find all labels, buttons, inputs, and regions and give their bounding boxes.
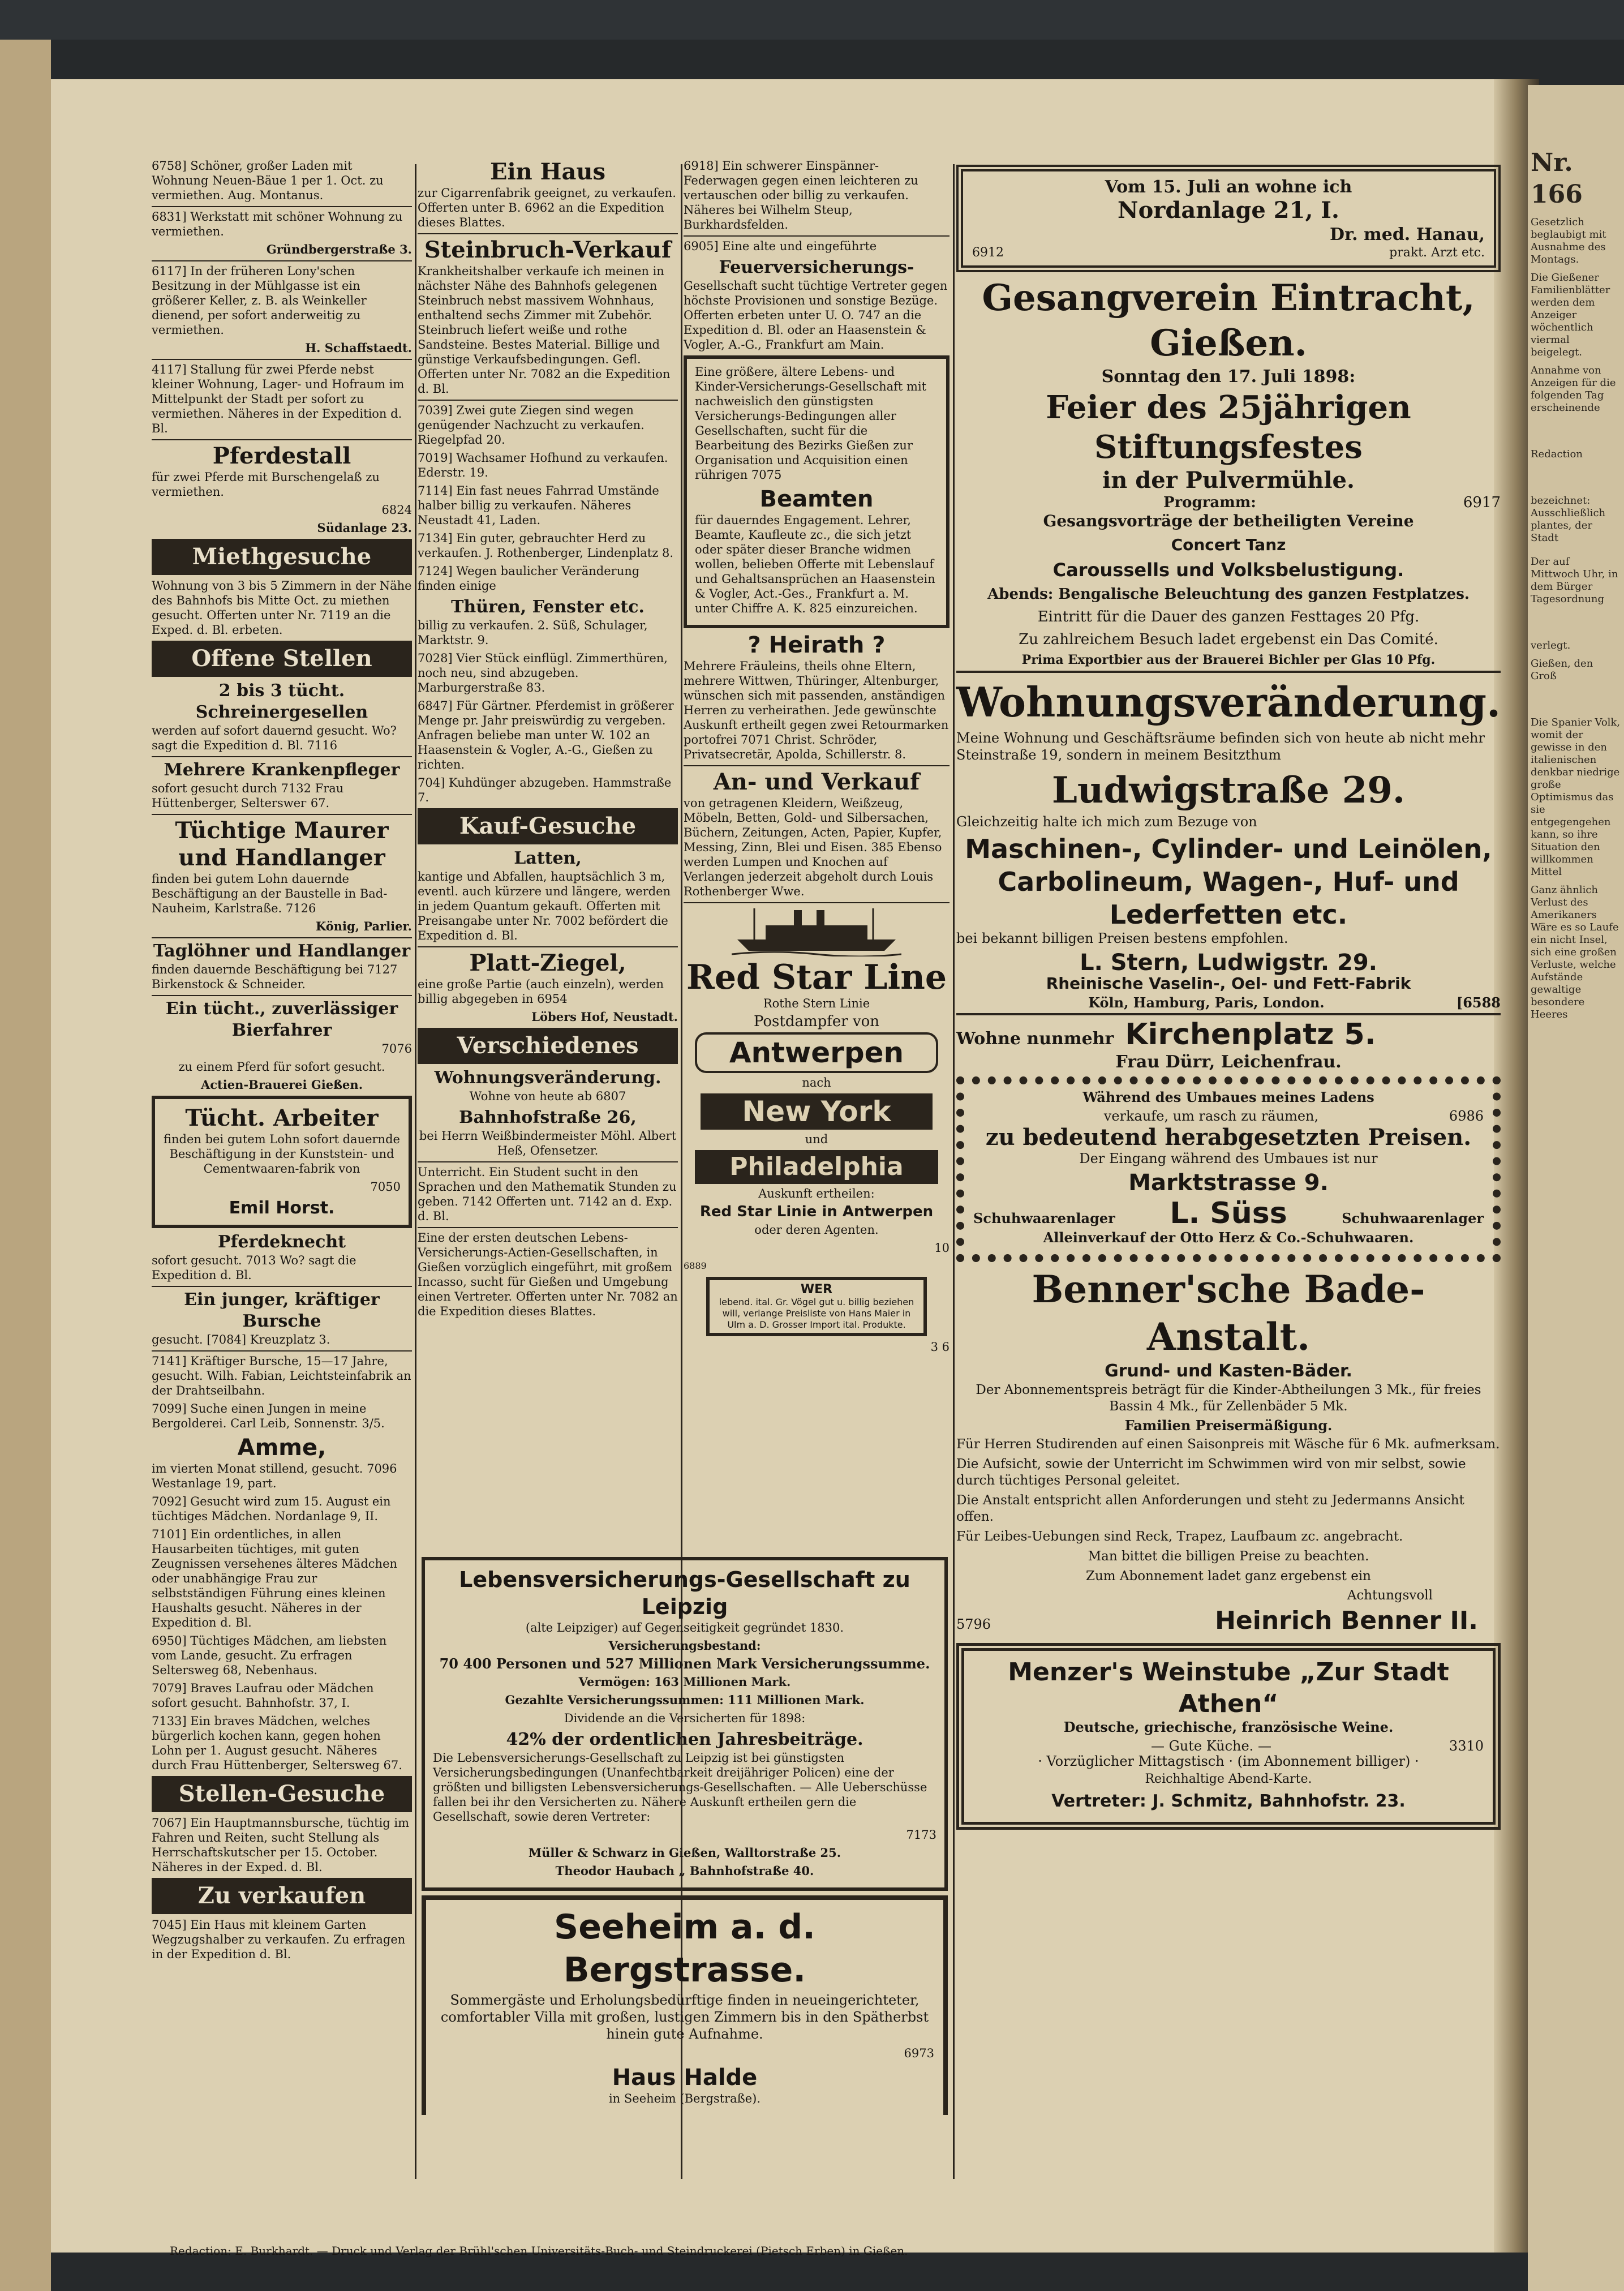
ad-zimmerthueren: 7028] Vier Stück einflügl. Zimmerthüren, noch neu, sind abzugeben. Marburgerstraße 83. — [418, 651, 668, 694]
ad-seeheim-text: Sommergäste und Erholungsbedürftige finden in neueingerichteter, comfortabler Villa mit großen, lustigen Zimmern bis in den Spätherbst hinein gute Aufnahme. — [440, 1992, 929, 2042]
ad-wohnungsveraenderung-title: Wohnungsveränderung. — [434, 1068, 661, 1088]
ad-voegel-title: WER — [800, 1282, 833, 1297]
ad-amme-title: Amme, — [237, 1435, 326, 1461]
ad-beamten-text: für dauerndes Engagement. Lehrer, Beamte, Kaufleute zc., die sich jetzt oder später dieser Branche widmen wollen, belieben Offerte mit Lebenslauf und Gehaltsansprüchen an Haasenstein & Vogler, Act.-Ges., Frankfurt a. M. unter Chiffre A. K. 825 einzureichen. — [695, 513, 935, 615]
ad-wohnung-gesucht: Wohnung von 3 bis 5 Zimmern in der Nähe des Bahnhofs bis Mitte Oct. zu miethen gesucht. Offerten unter Nr. 7119 an die Exped. d. Bl. erbeten. — [152, 579, 412, 637]
ad-benner-d: Die Aufsicht, sowie der Unterricht im Schwimmen wird von mir selbst, sowie durch tüchtiges Personal geleitet. — [956, 1457, 1466, 1488]
ad-keller: 6117] In der früheren Lony'schen Besitzung in der Mühlgasse ist ein größerer Keller, z. B. als Weinkeller dienend, per sofort anderweitig zu vermiethen. — [152, 264, 367, 337]
red-star-philadelphia: Philadelphia — [695, 1150, 938, 1184]
ad-stern-name: L. Stern, Ludwigstr. 29. — [1080, 950, 1377, 976]
next-page-issue-number: Nr. 166 — [1531, 148, 1583, 209]
ad-maedchen-haushalt: 7101] Ein ordentliches, in allen Hausarbeiten tüchtiges, mit guten Zeugnissen versehenes älteres Mädchen oder unabhängige Frau zur selbstständigen Führung eines kleinen Haushalts gesucht. Näheres in der Expedition d. Bl. — [152, 1528, 398, 1629]
ad-eintracht-programm: Programm: — [1163, 494, 1256, 511]
red-star-nach: nach — [802, 1076, 831, 1089]
ad-unterricht: Unterricht. Ein Student sucht in den Sprachen und den Mathematik Stunden zu geben. 7142 Offerten unt. 7142 an d. Exp. d. Bl. — [418, 1165, 677, 1223]
ad-leipzig-f: 42% der ordentlichen Jahresbeiträge. — [506, 1730, 863, 1749]
ad-arbeiter-box — [152, 1096, 412, 1228]
ad-voegel-num: 3 6 — [930, 1340, 950, 1354]
ad-benner-f: Für Leibes-Uebungen sind Reck, Trapez, Laufbaum zc. angebracht. — [956, 1529, 1403, 1544]
ad-suess-right: Schuhwaarenlager — [1342, 1210, 1484, 1226]
column-4 — [956, 161, 1501, 1833]
ad-seeheim-place: in Seeheim (Bergstraße). — [608, 2092, 761, 2105]
ad-feuer-title: Feuerversicherungs- — [719, 258, 914, 277]
ad-leipzig-g: Die Lebensversicherungs-Gesellschaft zu Leipzig ist bei günstigsten Versicherungsbedingungen (Unanfechtbarkeit dreijähriger Policen) eine der größten und billigsten Lebensversicherungs-Gesellschaften. — Alle Ueberschüsse fallen bei ihr den Versicherten zu. Nähere Auskunft ertheilen gern die Gesellschaft, sowie deren Vertreter: — [433, 1751, 927, 1824]
ad-pferdestall-num: 6824 — [381, 503, 412, 517]
ad-amme-text: im vierten Monat stillend, gesucht. 7096 Westanlage 19, part. — [152, 1462, 397, 1490]
ad-benner-g: Man bittet die billigen Preise zu beachten. — [1088, 1549, 1369, 1564]
ad-stallung: 4117] Stallung für zwei Pferde nebst kleiner Wohnung, Lager- und Hofraum im Mittelpunkt der Stadt per sofort zu vermiethen. Näheres in der Expedition d. Bl. — [152, 363, 405, 435]
ad-maurer-text: finden bei gutem Lohn dauernde Beschäftigung an der Baustelle in Bad-Nauheim, Karlstraße. 7126 — [152, 872, 388, 915]
ad-hanau-intro: Vom 15. Juli an wohne ich — [1105, 177, 1352, 197]
ad-bierfahrer-title: Ein tücht., zuverlässiger Bierfahrer — [165, 999, 398, 1040]
ad-maedchen-lande: 6950] Tüchtiges Mädchen, am liebsten vom Lande, gesucht. Zu erfragen Seltersweg 68, Nebenhaus. — [152, 1634, 387, 1677]
ad-pferdestall-address: Südanlage 23. — [317, 521, 412, 535]
ad-benner-h: Zum Abonnement ladet ganz ergebenst ein — [1086, 1569, 1371, 1584]
ad-steinbruch-text: Krankheitshalber verkaufe ich meinen in nächster Nähe des Bahnhofs gelegenen Steinbruch nebst massivem Wohnhaus, enthaltend sechs Zimmer mit Zubehör. Steinbruch liefert weiße und rothe Sandsteine. Bestes Material. Billige und günstige Verkaufsbedingungen. Gefl. Offerten unter Nr. 7082 an die Expedition d. Bl. — [418, 264, 671, 396]
fragment: Annahme von Anzeigen für die folgenden Tag erscheinende — [1531, 364, 1616, 414]
ad-suess-b: verkaufe, um rasch zu räumen, — [1103, 1108, 1319, 1124]
ad-suess-left: Schuhwaarenlager — [973, 1210, 1115, 1226]
ad-eintracht-b: Concert Tanz — [1171, 535, 1286, 554]
ad-menzer-box — [956, 1643, 1501, 1830]
ad-thueren-title: Thüren, Fenster etc. — [451, 597, 645, 617]
ad-stern-address: Ludwigstraße 29. — [1051, 769, 1406, 812]
red-star-num: 10 — [934, 1241, 950, 1255]
ad-arbeiter-name: Emil Horst. — [229, 1198, 335, 1218]
ad-junge: 7099] Suche einen Jungen in meine Bergolderei. Carl Leib, Sonnenstr. 3/5. — [152, 1402, 385, 1430]
ad-eintracht-g: Prima Exportbier aus der Brauerei Bichler per Glas 10 Pfg. — [1021, 653, 1436, 667]
mid-bottom-ads — [422, 1554, 948, 2115]
fragment: Der auf Mittwoch Uhr, in dem Bürger Tagesordnung — [1531, 556, 1618, 605]
ad-eintracht-feier: Feier des 25jährigen Stiftungsfestes — [1046, 389, 1411, 466]
ad-bierfahrer-num: 7076 — [381, 1042, 412, 1056]
ad-beamten-title: Beamten — [759, 486, 874, 512]
ad-fahrrad: 7114] Ein fast neues Fahrrad Umstände halber billig zu verkaufen. Näheres Neustadt 41, Laden. — [418, 484, 659, 527]
ad-plattziegel-address: Löbers Hof, Neustadt. — [531, 1010, 678, 1024]
ad-werkstatt-address: Gründbergerstraße 3. — [266, 242, 412, 256]
ad-voegel-text: lebend. ital. Gr. Vögel gut u. billig beziehen will, verlange Preisliste von Hans Maier in Ulm a. D. Grosser Import ital. Produkte. — [719, 1297, 914, 1330]
fragment: Gießen, den Groß — [1531, 658, 1593, 682]
ad-werkstatt: 6831] Werkstatt mit schöner Wohnung zu vermiethen. — [152, 210, 403, 238]
section-verschiedenes: Verschiedenes — [418, 1028, 678, 1064]
ad-ankauf-text: von getragenen Kleidern, Weißzeug, Möbeln, Betten, Gold- und Silbersachen, Büchern, Zeitungen, Acten, Papier, Kupfer, Messing, Zinn, Blei und Eisen. 385 Ebenso werden Lumpen und Knochen auf Verlangen jederzeit abgeholt durch Louis Rothenberger Wwe. — [684, 796, 942, 898]
ad-eintracht-d: Abends: Bengalische Beleuchtung des ganzen Festplatzes. — [987, 586, 1470, 603]
ad-stern-cities: Köln, Hamburg, Paris, London. — [1088, 994, 1325, 1011]
fragment: bezeichnet: Ausschließlich plantes, der Stadt — [1531, 495, 1606, 544]
ad-menzer-a: Deutsche, griechische, französische Weine. — [1063, 1719, 1394, 1735]
ad-steinbruch-title: Steinbruch-Verkauf — [424, 237, 672, 263]
ad-maedchen-kochen: 7133] Ein braves Mädchen, welches bürgerlich kochen kann, gegen hohen Lohn per 1. August gesucht. Näheres durch Frau Hüttenberger, Seltersweg 67. — [152, 1714, 402, 1772]
column-rule — [415, 164, 416, 2179]
ad-leipzig-a: Versicherungsbestand: — [608, 1638, 761, 1653]
ad-bierfahrer-name: Actien-Brauerei Gießen. — [200, 1078, 363, 1092]
ad-leipzig-box — [422, 1557, 948, 1891]
ad-eintracht-f: Zu zahlreichem Besuch ladet ergebenst ein Das Comité. — [1019, 631, 1438, 648]
ad-menzer-b: — Gute Küche. — — [1150, 1738, 1271, 1754]
ad-duerr-name: Frau Dürr, Leichenfrau. — [1115, 1052, 1342, 1072]
ad-benner-sub: Grund- und Kasten-Bäder. — [1105, 1361, 1352, 1381]
ad-stern-num: [6588 — [1456, 994, 1501, 1011]
ad-leipzig-i: Theodor Haubach „ Bahnhofstraße 40. — [555, 1864, 814, 1878]
section-miethgesuche: Miethgesuche — [152, 539, 412, 575]
ad-thueren-text: billig zu verkaufen. 2. Süß, Schulager, Marktstr. 9. — [418, 619, 648, 647]
ad-krankenpfleger-title: Mehrere Krankenpfleger — [164, 760, 400, 780]
ad-suess-name: L. Süss — [1170, 1196, 1287, 1230]
ad-leipzig-c: Vermögen: 163 Millionen Mark. — [578, 1675, 791, 1689]
ad-leipzig-title: Lebensversicherungs-Gesellschaft zu Leipzig — [459, 1567, 910, 1619]
section-offene-stellen: Offene Stellen — [152, 641, 412, 677]
ad-stern-firm: Rheinische Vaselin-, Oel- und Fett-Fabrik — [1046, 974, 1411, 993]
ad-eintracht-c: Caroussells und Volksbelustigung. — [1052, 559, 1404, 581]
red-star-newyork: New York — [701, 1093, 933, 1130]
red-star-agent: Red Star Linie in Antwerpen — [699, 1203, 934, 1220]
ad-arbeiter-num: 7050 — [370, 1180, 401, 1194]
ad-bursche-fabian: 7141] Kräftiger Bursche, 15—17 Jahre, gesucht. Wilh. Fabian, Leichtsteinfabrik an der Drahtseilbahn. — [152, 1354, 411, 1397]
ad-leipzig-num: 7173 — [906, 1828, 936, 1842]
ad-pferdemist: 6847] Für Gärtner. Pferdemist in größerer Menge pr. Jahr preiswürdig zu vergeben. Anfragen beliebe man unter W. 102 an Haasenstein & Vogler, A.-G., Gießen zu richten. — [418, 699, 674, 771]
ad-laden: 6758] Schöner, großer Laden mit Wohnung Neuen-Bäue 1 per 1. Oct. zu vermiethen. Aug. Montanus. — [152, 159, 384, 202]
ad-suess-c: zu bedeutend herabgesetzten Preisen. — [985, 1124, 1472, 1151]
ad-stern-bezug: Gleichzeitig halte ich mich zum Bezuge von — [956, 814, 1257, 830]
ad-leipzig-d: Gezahlte Versicherungssummen: 111 Millionen Mark. — [505, 1693, 865, 1707]
ad-benner-num: 5796 — [956, 1616, 991, 1632]
ad-menzer-e: Vertreter: J. Schmitz, Bahnhofstr. 23. — [1051, 1791, 1406, 1811]
ad-pferdestall-text: für zwei Pferde mit Burschengelaß zu vermiethen. — [152, 470, 380, 499]
ad-schreiner-title: 2 bis 3 tücht. Schreinergesellen — [195, 681, 368, 722]
ad-benner-c: Für Herren Studirenden auf einen Saisonpreis mit Wäsche für 6 Mk. aufmerksam. — [956, 1437, 1500, 1452]
ad-stern-prod2: Carbolineum, Wagen-, Huf- und — [998, 866, 1459, 897]
column-3 — [684, 158, 950, 1358]
ad-feuer-intro: 6905] Eine alte und eingeführte — [684, 239, 877, 253]
ad-plattziegel-text: eine große Partie (auch einzeln), werden billig abgegeben in 6954 — [418, 977, 664, 1006]
ad-haus-text: zur Cigarrenfabrik geeignet, zu verkaufen. Offerten unter B. 6962 an die Expedition dieses Blattes. — [418, 186, 676, 229]
ad-latten-text: kantige und Abfallen, hauptsächlich 3 m, eventl. auch kürzere und längere, werden in jedem Quantum gekauft. Offerten mit Preisangabe unter Nr. 7002 befördert die Expedition d. Bl. — [418, 870, 671, 942]
ad-federwagen: 6918] Ein schwerer Einspänner-Federwagen gegen einen leichteren zu vertauschen oder billig zu verkaufen. Näheres bei Wilhelm Steup, Burkhardsfelden. — [684, 159, 918, 231]
ad-ziegen: 7039] Zwei gute Ziegen sind wegen genügender Nachzucht zu verkaufen. Riegelpfad 20. — [418, 404, 645, 447]
ad-krankenpfleger-text: sofort gesucht durch 7132 Frau Hüttenberger, Selterswег 67. — [152, 782, 344, 810]
ad-latten-title: Latten, — [514, 848, 582, 868]
ad-heirath-title: ? Heirath ? — [747, 632, 886, 658]
book-binding — [0, 40, 51, 2291]
column-2 — [418, 158, 678, 1322]
ad-eintracht-num: 6917 — [1463, 494, 1501, 511]
red-star-auskunft: Auskunft ertheilen: — [758, 1187, 875, 1200]
ad-leipzig-h: Müller & Schwarz in Gießen, Walltorstraße 25. — [528, 1846, 841, 1860]
ad-red-star-line — [684, 906, 950, 1273]
next-page-fragments — [1531, 147, 1621, 1021]
ad-hofhund: 7019] Wachsamer Hofhund zu verkaufen. Ederstr. 19. — [418, 451, 668, 479]
ad-laufrau: 7079] Braves Laufrau oder Mädchen sofort gesucht. Bahnhofstr. 37, I. — [152, 1681, 374, 1710]
ad-menzer-c: · Vorzüglicher Mittagstisch · (im Abonnement billiger) · — [1038, 1753, 1419, 1769]
column-rule — [953, 164, 955, 2179]
fragment: Ganz ähnlich Verlust des Amerikaners Wäre es so Laufe ein nicht Insel, sich eine großen Verluste, welche Aufstände gewaltige besondere Heeres — [1531, 884, 1619, 1020]
ad-menzer-title: Menzer's Weinstube „Zur Stadt Athen“ — [1008, 1658, 1449, 1718]
ad-wohnungsveraenderung-text: Wohne von heute ab 6807 — [469, 1089, 626, 1103]
ad-leipzig-sub: (alte Leipziger) auf Gegenseitigkeit gegründet 1830. — [525, 1621, 844, 1634]
fragment: Die Gießener Familienblätter werden dem Anzeiger wöchentlich viermal beigelegt. — [1531, 272, 1610, 358]
ad-seeheim-title: Seeheim a. d. Bergstrasse. — [554, 1907, 815, 1990]
ad-benner-b: Familien Preisermäßigung. — [1124, 1417, 1333, 1434]
ad-maurer-name: König, Parlier. — [315, 919, 412, 933]
ad-eintracht-date: Sonntag den 17. Juli 1898: — [1101, 367, 1356, 387]
red-star-subtitle: Rothe Stern Linie — [763, 997, 870, 1010]
ad-arbeiter-text: finden bei gutem Lohn sofort dauernde Beschäftigung in der Kunststein- und Cementwaaren-fabrik von — [164, 1132, 400, 1175]
fragment: verlegt. — [1531, 640, 1571, 651]
ad-haus-title: Ein Haus — [489, 158, 605, 185]
ad-suess-num: 6986 — [1449, 1108, 1484, 1124]
ad-hanau-address: Nordanlage 21, I. — [1118, 197, 1339, 224]
ad-stern-title: Wohnungsveränderung. — [956, 678, 1501, 726]
section-kauf-gesuche: Kauf-Gesuche — [418, 808, 678, 844]
ad-stern-text: Meine Wohnung und Geschäftsräume befinden sich von heute ab nicht mehr Steinstraße 19, sondern in meinem Besitzthum — [956, 730, 1485, 763]
ad-kutscher: 7067] Ein Hauptmannsbursche, tüchtig im Fahren und Reiten, sucht Stellung als Herrschaftskutscher per 15. October. Näheres in der Exped. d. Bl. — [152, 1816, 410, 1874]
ad-wohnungsveraenderung-address: Bahnhofstraße 26, — [459, 1108, 637, 1127]
ad-suess-e: Alleinverkauf der Otto Herz & Co.-Schuhwaaren. — [1043, 1229, 1414, 1246]
ad-suess-a: Während des Umbaues meines Ladens — [1082, 1089, 1374, 1105]
ad-wohnungsveraenderung-name: bei Herrn Weißbindermeister Möhl. Albert Heß, Ofensetzer. — [419, 1129, 677, 1157]
ad-heirath-text: Mehrere Fräuleins, theils ohne Eltern, mehrere Wittwen, Thüringer, Altenburger, wünschen sich mit passenden, anständigen Herren zu verheirathen. Jede gewünschte Auskunft ertheilt gegen zwei Retourmarken portofrei 7071 Christ. Schröder, Privatsecretär, Apolda, Schillerstr. 8. — [684, 659, 949, 761]
ad-seeheim-name: Haus Halde — [612, 2065, 758, 2091]
ad-leipzig-b: 70 400 Personen und 527 Millionen Mark Versicherungssumme. — [439, 1655, 930, 1672]
ad-suess-d: Der Eingang während des Umbaues ist nur — [1079, 1151, 1378, 1166]
fragment: Redaction — [1531, 448, 1583, 460]
ad-menzer-d: Reichhaltige Abend-Karte. — [1145, 1772, 1312, 1786]
ad-hanau-box — [956, 165, 1501, 272]
ad-vertreter: Eine der ersten deutschen Lebens-Versicherungs-Actien-Gesellschaften, in Gießen vorzüglich eingeführt, mit großem Incasso, sucht für Gießen und Umgebung einen Vertreter. Offerten unter Nr. 7082 an die Expedition dieses Blattes. — [418, 1231, 678, 1318]
ad-hanau-name: Dr. med. Hanau, — [1330, 225, 1485, 244]
red-star-und: und — [805, 1132, 828, 1146]
ad-menzer-num: 3310 — [1449, 1738, 1484, 1754]
fragment: Gesetzlich beglaubigt mit Ausnahme des Montags. — [1531, 216, 1606, 265]
ad-benner-title: Benner'sche Bade-Anstalt. — [1032, 1267, 1425, 1359]
ad-eintracht-title: Gesangverein Eintracht, Gießen. — [982, 277, 1475, 364]
ad-stern-prod3: Lederfetten etc. — [1109, 899, 1348, 930]
steamship-icon — [732, 906, 901, 956]
ad-maedchen-nordanlage: 7092] Gesucht wird zum 15. August ein tüchtiges Mädchen. Nordanlage 9, II. — [152, 1495, 391, 1523]
ad-bursche-text: gesucht. [7084] Kreuzplatz 3. — [152, 1333, 330, 1346]
ad-seeheim-box — [422, 1895, 948, 2115]
ad-arbeiter-title: Tücht. Arbeiter — [185, 1105, 379, 1131]
ad-stern-preise: bei bekannt billigen Preisen bestens empfohlen. — [956, 930, 1288, 946]
fragment: Die Spanier Volk, womit der gewisse in den italienischen denkbar niedrige große Optimismus das sie entgegengehen kann, so ihre Situation den willkommen Mittel — [1531, 717, 1621, 878]
ad-leipzig-e: Dividende an die Versicherten für 1898: — [564, 1711, 806, 1725]
ad-benner-name: Heinrich Benner II. — [1215, 1606, 1478, 1635]
ad-haus-garten: 7045] Ein Haus mit kleinem Garten Wegzugshalber zu verkaufen. Zu erfragen in der Expedition d. Bl. — [152, 1918, 406, 1961]
red-star-postdampfer: Postdampfer von — [753, 1013, 880, 1030]
red-star-side-num: 6889 — [684, 1260, 707, 1271]
ad-stern-prod1: Maschinen-, Cylinder- und Leinölen, — [965, 834, 1492, 864]
ad-hanau-num: 6912 — [972, 246, 1004, 260]
ad-hanau-job: prakt. Arzt etc. — [1389, 246, 1485, 260]
red-star-agent2: oder deren Agenten. — [754, 1223, 879, 1237]
ad-eintracht-a: Gesangsvorträge der betheiligten Vereine — [1043, 512, 1414, 530]
ad-beamten-box — [684, 355, 950, 628]
scanner-frame-top — [0, 0, 1624, 40]
red-star-antwerpen: Antwerpen — [695, 1032, 938, 1073]
ad-kuhduenger: 704] Kuhdünger abzugeben. Hammstraße 7. — [418, 776, 672, 804]
ad-plattziegel-title: Platt-Ziegel, — [469, 950, 626, 976]
ad-tagloehner-title: Taglöhner und Handlanger — [153, 941, 411, 961]
ad-suess-address: Marktstrasse 9. — [1128, 1170, 1329, 1196]
ad-duerr-address: Kirchenplatz 5. — [1125, 1018, 1376, 1052]
ad-eintracht-e: Eintritt für die Dauer des ganzen Festtages 20 Pfg. — [1037, 608, 1420, 625]
ad-eintracht-ort: in der Pulvermühle. — [1102, 467, 1355, 494]
ad-seeheim-num: 6973 — [904, 2047, 934, 2060]
ad-benner-a: Der Abonnementspreis beträgt für die Kinder-Abtheilungen 3 Mk., für freies Bassin 4 Mk., für Zellenbäder 5 Mk. — [976, 1383, 1481, 1414]
section-stellen-gesuche: Stellen-Gesuche — [152, 1776, 412, 1812]
ad-maurer-title: Tüchtige Maurer und Handlanger — [175, 817, 389, 871]
ad-schreiner-text: werden auf sofort dauernd gesucht. Wo? sagt die Expedition d. Bl. 7116 — [152, 724, 397, 752]
ad-beamten-intro: Eine größere, ältere Lebens- und Kinder-Versicherungs-Gesellschaft mit nachweislich den günstigsten Versicherungs-Bedingungen aller Gesellschaften, sucht für die Bearbeitung des Bezirks Gießen zur Organisation und Acquisition einen rührigen 7075 — [695, 365, 927, 482]
ad-keller-name: H. Schaffstaedt. — [305, 341, 412, 355]
ad-tagloehner-text: finden dauernde Beschäftigung bei 7127 Birkenstock & Schneider. — [152, 963, 398, 991]
ad-bursche-title: Ein junger, kräftiger Bursche — [184, 1290, 380, 1331]
ad-bierfahrer-text: zu einem Pferd für sofort gesucht. — [178, 1060, 385, 1074]
ad-feuer-text: Gesellschaft sucht tüchtige Vertreter gegen höchste Provisionen und sonstige Bezüge. Offerten erbeten unter U. O. 747 an die Expedition d. Bl. oder an Haasenstein & Vogler, A.-G., Frankfurt am Main. — [684, 279, 948, 351]
ad-pferdeknecht-text: sofort gesucht. 7013 Wo? sagt die Expedition d. Bl. — [152, 1254, 356, 1282]
ad-thueren-intro: 7124] Wegen baulicher Veränderung finden einige — [418, 564, 640, 593]
ad-duerr-intro: Wohne nunmehr — [956, 1029, 1114, 1049]
ad-herd: 7134] Ein guter, gebrauchter Herd zu verkaufen. J. Rothenberger, Lindenplatz 8. — [418, 531, 674, 560]
ad-benner-e: Die Anstalt entspricht allen Anforderungen und steht zu Jedermanns Ansicht offen. — [956, 1493, 1464, 1524]
ad-pferdeknecht-title: Pferdeknecht — [217, 1232, 346, 1252]
column-1 — [152, 158, 412, 1965]
ad-voegel-box — [706, 1277, 927, 1336]
ad-suess-box — [956, 1076, 1501, 1262]
ad-benner-i: Achtungsvoll — [1347, 1588, 1433, 1603]
imprint-footer: Redaction: E. Burkhardt. — Druck und Verlag der Brühl'schen Universitäts-Buch- und Steindruckerei (Pietsch Erben) in Gießen. — [170, 2244, 908, 2258]
section-zu-verkaufen: Zu verkaufen — [152, 1878, 412, 1914]
ad-ankauf-title: An- und Verkauf — [713, 769, 920, 795]
red-star-title: Red Star Line — [686, 958, 947, 997]
ad-pferdestall-title: Pferdestall — [212, 443, 351, 469]
